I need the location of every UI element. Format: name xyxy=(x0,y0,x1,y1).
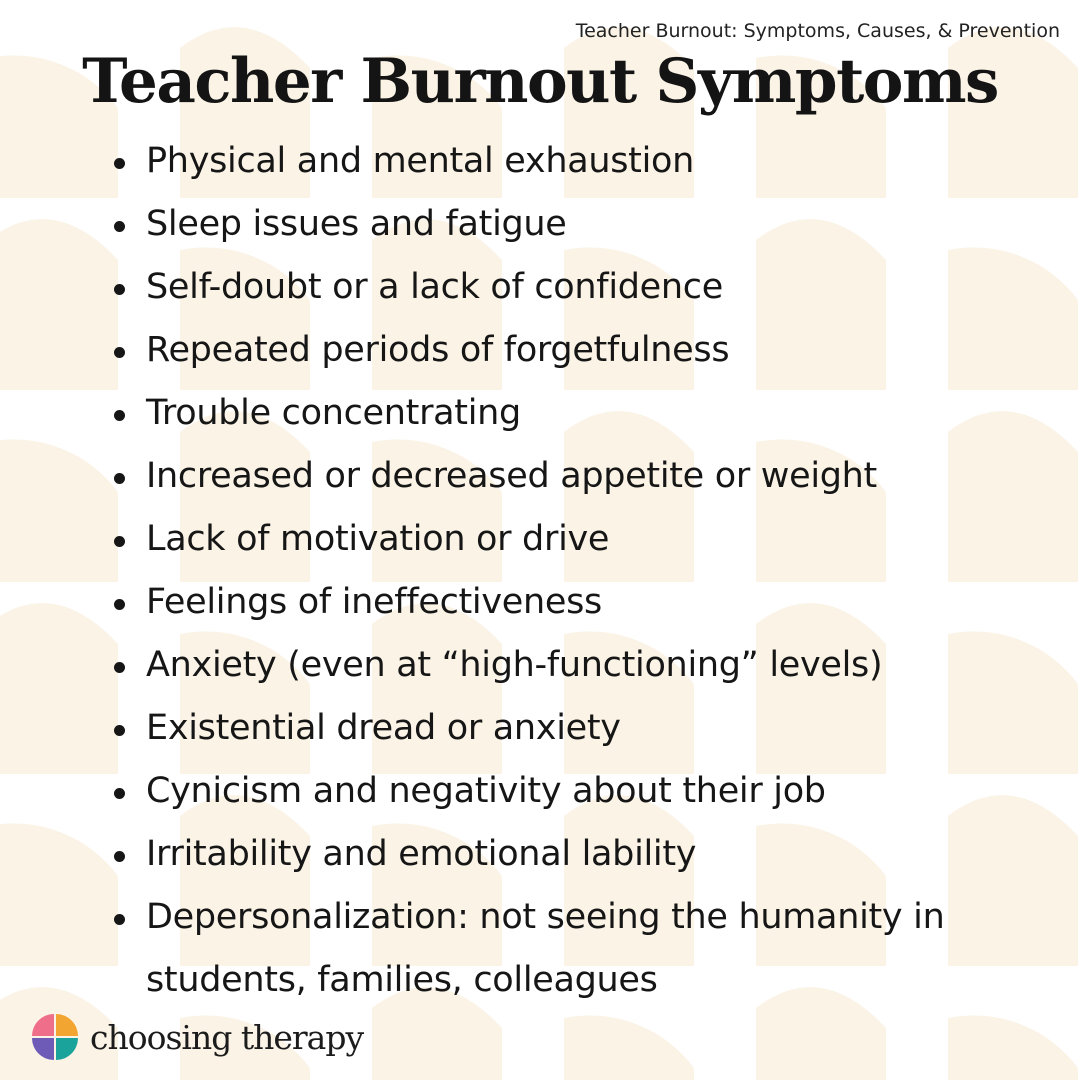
bullet-icon xyxy=(114,347,125,358)
symptom-list-item xyxy=(110,823,1050,886)
symptom-text: Increased or decreased appetite or weight xyxy=(146,456,877,496)
choosing-therapy-logo-icon xyxy=(30,1012,80,1062)
bullet-icon xyxy=(114,473,125,484)
bullet-icon xyxy=(114,284,125,295)
symptom-list xyxy=(110,130,1050,1012)
symptom-text: Trouble concentrating xyxy=(146,393,521,433)
brand[interactable] xyxy=(30,1012,363,1062)
bullet-icon xyxy=(114,788,125,799)
symptom-text: Irritability and emotional lability xyxy=(146,834,697,874)
bullet-icon xyxy=(114,221,125,232)
symptom-text: Depersonalization: not seeing the humanity in students, families, colleagues xyxy=(146,897,945,1000)
symptom-list-item xyxy=(110,256,1050,319)
bullet-icon xyxy=(114,158,125,169)
symptom-list-item xyxy=(110,193,1050,256)
page-title: Teacher Burnout Symptoms xyxy=(82,46,998,117)
bullet-icon xyxy=(114,599,125,610)
symptom-text: Existential dread or anxiety xyxy=(146,708,621,748)
bullet-icon xyxy=(114,914,125,925)
symptom-list-item xyxy=(110,886,1050,1012)
brand-name: choosing therapy xyxy=(90,1017,364,1057)
symptom-text: Cynicism and negativity about their job xyxy=(146,771,826,811)
bullet-icon xyxy=(114,725,125,736)
symptom-list-item xyxy=(110,508,1050,571)
symptom-list-item xyxy=(110,382,1050,445)
symptom-text: Anxiety (even at “high-functioning” levels) xyxy=(146,645,883,685)
bullet-icon xyxy=(114,662,125,673)
symptom-text: Physical and mental exhaustion xyxy=(146,141,695,181)
bullet-icon xyxy=(114,851,125,862)
symptom-text: Self-doubt or a lack of confidence xyxy=(146,267,723,307)
symptom-list-item xyxy=(110,445,1050,508)
symptom-list-item xyxy=(110,760,1050,823)
bullet-icon xyxy=(114,410,125,421)
symptom-text: Feelings of ineffectiveness xyxy=(146,582,602,622)
bullet-icon xyxy=(114,536,125,547)
symptom-list-item xyxy=(110,634,1050,697)
symptom-list-item xyxy=(110,319,1050,382)
symptom-list-item xyxy=(110,130,1050,193)
symptom-text: Repeated periods of forgetfulness xyxy=(146,330,730,370)
header-caption: Teacher Burnout: Symptoms, Causes, & Prevention xyxy=(575,20,1060,42)
symptom-text: Sleep issues and fatigue xyxy=(146,204,567,244)
symptom-text: Lack of motivation or drive xyxy=(146,519,610,559)
symptom-list-item xyxy=(110,571,1050,634)
symptom-list-item xyxy=(110,697,1050,760)
